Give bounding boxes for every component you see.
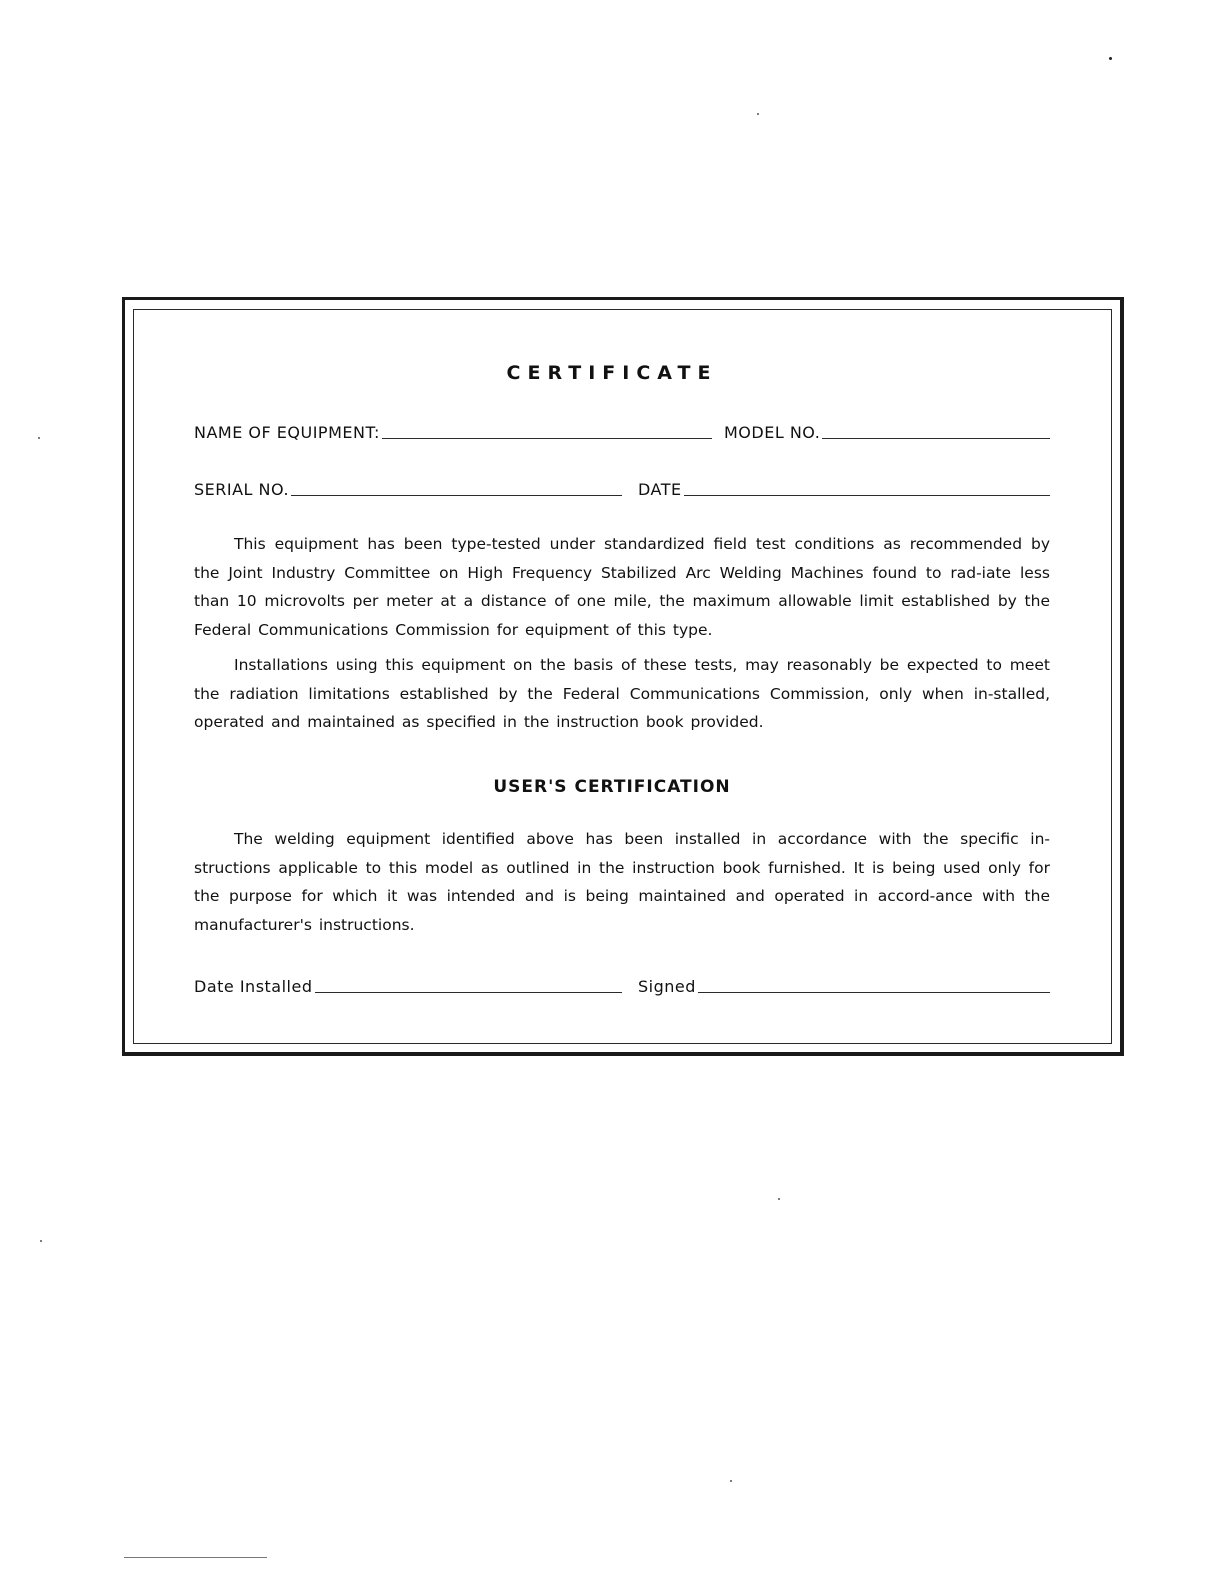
footnote-separator-line [124, 1557, 267, 1558]
date-line[interactable] [684, 494, 1050, 496]
signed-label: Signed [638, 977, 696, 996]
certificate-body [194, 530, 1050, 737]
name-of-equipment-label: NAME OF EQUIPMENT: [194, 423, 380, 442]
serial-no-field[interactable] [194, 477, 622, 499]
date-label: DATE [638, 480, 682, 499]
date-installed-field[interactable] [194, 974, 622, 996]
certificate-title: CERTIFICATE [506, 362, 718, 384]
model-no-field[interactable] [724, 420, 1050, 442]
equipment-model-row [194, 420, 1050, 444]
name-of-equipment-field[interactable] [194, 420, 712, 442]
installation-paragraph: Installations using this equipment on the basis of these tests, may reasonably be expected to meet the radiation limitations established by the Federal Communications Commission, only when in-stalled, operated and maintained as specified in the instruction book provided. [194, 656, 1050, 731]
installed-signed-row [194, 974, 1050, 998]
users-certification-title: USER'S CERTIFICATION [493, 777, 731, 797]
model-no-line[interactable] [822, 437, 1050, 439]
signed-line[interactable] [698, 991, 1050, 993]
signed-field[interactable] [638, 974, 1050, 996]
date-installed-label: Date Installed [194, 977, 313, 996]
date-installed-line[interactable] [315, 991, 623, 993]
scan-speck [778, 1198, 780, 1200]
scan-speck [757, 113, 759, 115]
scan-speck [40, 1240, 42, 1242]
users-certification-paragraph: The welding equipment identified above has been installed in accordance with the specific in-structions applicable to this model as outlined in the instruction book furnished. It is being used only for the purpose for which it was intended and is being maintained and operated in accord-ance with the manufacturer's instructions. [194, 830, 1050, 934]
name-of-equipment-line[interactable] [382, 437, 712, 439]
scan-speck [38, 437, 40, 439]
scan-speck [1109, 57, 1112, 60]
serial-date-row [194, 477, 1050, 501]
model-no-label: MODEL NO. [724, 423, 821, 442]
serial-no-line[interactable] [291, 494, 622, 496]
type-tested-paragraph: This equipment has been type-tested under standardized field test conditions as recommended by the Joint Industry Committee on High Frequency Stabilized Arc Welding Machines found to rad-iate less than 10 microvolts per meter at a distance of one mile, the maximum allowable limit established by the Federal Communications Commission for equipment of this type. [194, 535, 1050, 639]
date-field[interactable] [638, 477, 1050, 499]
users-certification-body [194, 825, 1050, 939]
scan-speck [730, 1480, 732, 1482]
serial-no-label: SERIAL NO. [194, 480, 290, 499]
